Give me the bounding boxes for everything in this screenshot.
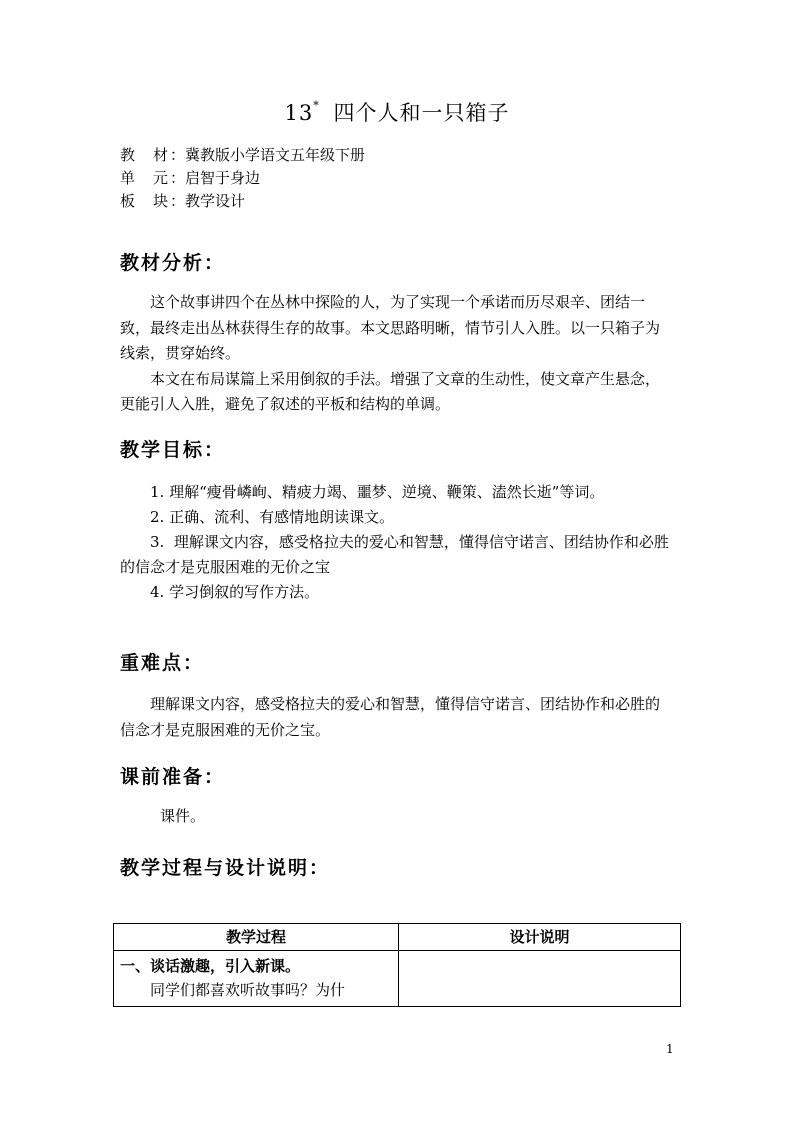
column-header-notes: 设计说明 xyxy=(399,924,681,951)
meta-value: 冀教版小学语文五年级下册 xyxy=(185,146,366,164)
section-heading-analysis: 教材分析： xyxy=(120,252,226,274)
process-table xyxy=(113,923,681,1007)
table-header-row xyxy=(114,924,681,951)
meta-block xyxy=(120,144,365,213)
meta-value: 启智于身边 xyxy=(185,169,261,187)
table-row xyxy=(114,951,681,1007)
meta-row-unit: 单 元 ： 启智于身边 xyxy=(120,167,365,190)
column-header-process: 教学过程 xyxy=(114,924,399,951)
lesson-mark: * xyxy=(313,99,320,112)
keypoints-text: 理解课文内容，感受格拉夫的爱心和智慧，懂得信守诺言、团结协作和必胜的信念才是克服困难的无价之宝。 xyxy=(120,695,661,739)
meta-value: 教学设计 xyxy=(185,192,246,210)
meta-row-textbook: 教 材 ： 冀教版小学语文五年级下册 xyxy=(120,144,365,167)
table-cell-notes xyxy=(399,951,681,1007)
meta-key: 板 块 xyxy=(120,192,168,210)
document-title xyxy=(0,97,794,127)
analysis-text xyxy=(120,290,670,418)
goal-item: 4. 学习倒叙的写作方法。 xyxy=(150,583,320,601)
section-heading-prep: 课前准备： xyxy=(120,766,226,788)
page-number: 1 xyxy=(666,1042,674,1056)
prep-text: 课件。 xyxy=(160,807,206,825)
goal-item: 1. 理解“瘦骨嶙峋、精疲力竭、噩梦、逆境、鞭策、溘然长逝”等词。 xyxy=(150,483,605,501)
section-heading-goals: 教学目标： xyxy=(120,439,226,461)
section-heading-keypoints: 重难点： xyxy=(120,652,205,674)
step-text: 同学们都喜欢听故事吗？为什 xyxy=(150,981,346,999)
meta-row-module: 板 块 ： 教学设计 xyxy=(120,190,365,213)
meta-key: 教 材 xyxy=(120,146,168,164)
lesson-title-text: 四个人和一只箱子 xyxy=(333,101,510,125)
goal-item: 2. 正确、流利、有感情地朗读课文。 xyxy=(150,508,395,526)
lesson-number: 13 xyxy=(284,101,314,125)
step-title: 一、谈话激趣，引入新课。 xyxy=(120,957,301,975)
meta-key: 单 元 xyxy=(120,169,168,187)
section-heading-process: 教学过程与设计说明： xyxy=(120,857,331,879)
table-cell-process xyxy=(114,951,399,1007)
analysis-paragraph: 本文在布局谋篇上采用倒叙的手法。增强了文章的生动性，使文章产生悬念，更能引人入胜，避免了叙述的平板和结构的单调。 xyxy=(120,369,661,413)
analysis-paragraph: 这个故事讲四个在丛林中探险的人，为了实现一个承诺而历尽艰辛、团结一致，最终走出丛林获得生存的故事。本文思路明晰，情节引人入胜。以一只箱子为线索，贯穿始终。 xyxy=(120,293,661,362)
goal-item: 3. 理解课文内容，感受格拉夫的爱心和智慧，懂得信守诺言、团结协作和必胜的信念才是克服困难的无价之宝 xyxy=(120,533,669,576)
goals-list xyxy=(120,480,680,605)
